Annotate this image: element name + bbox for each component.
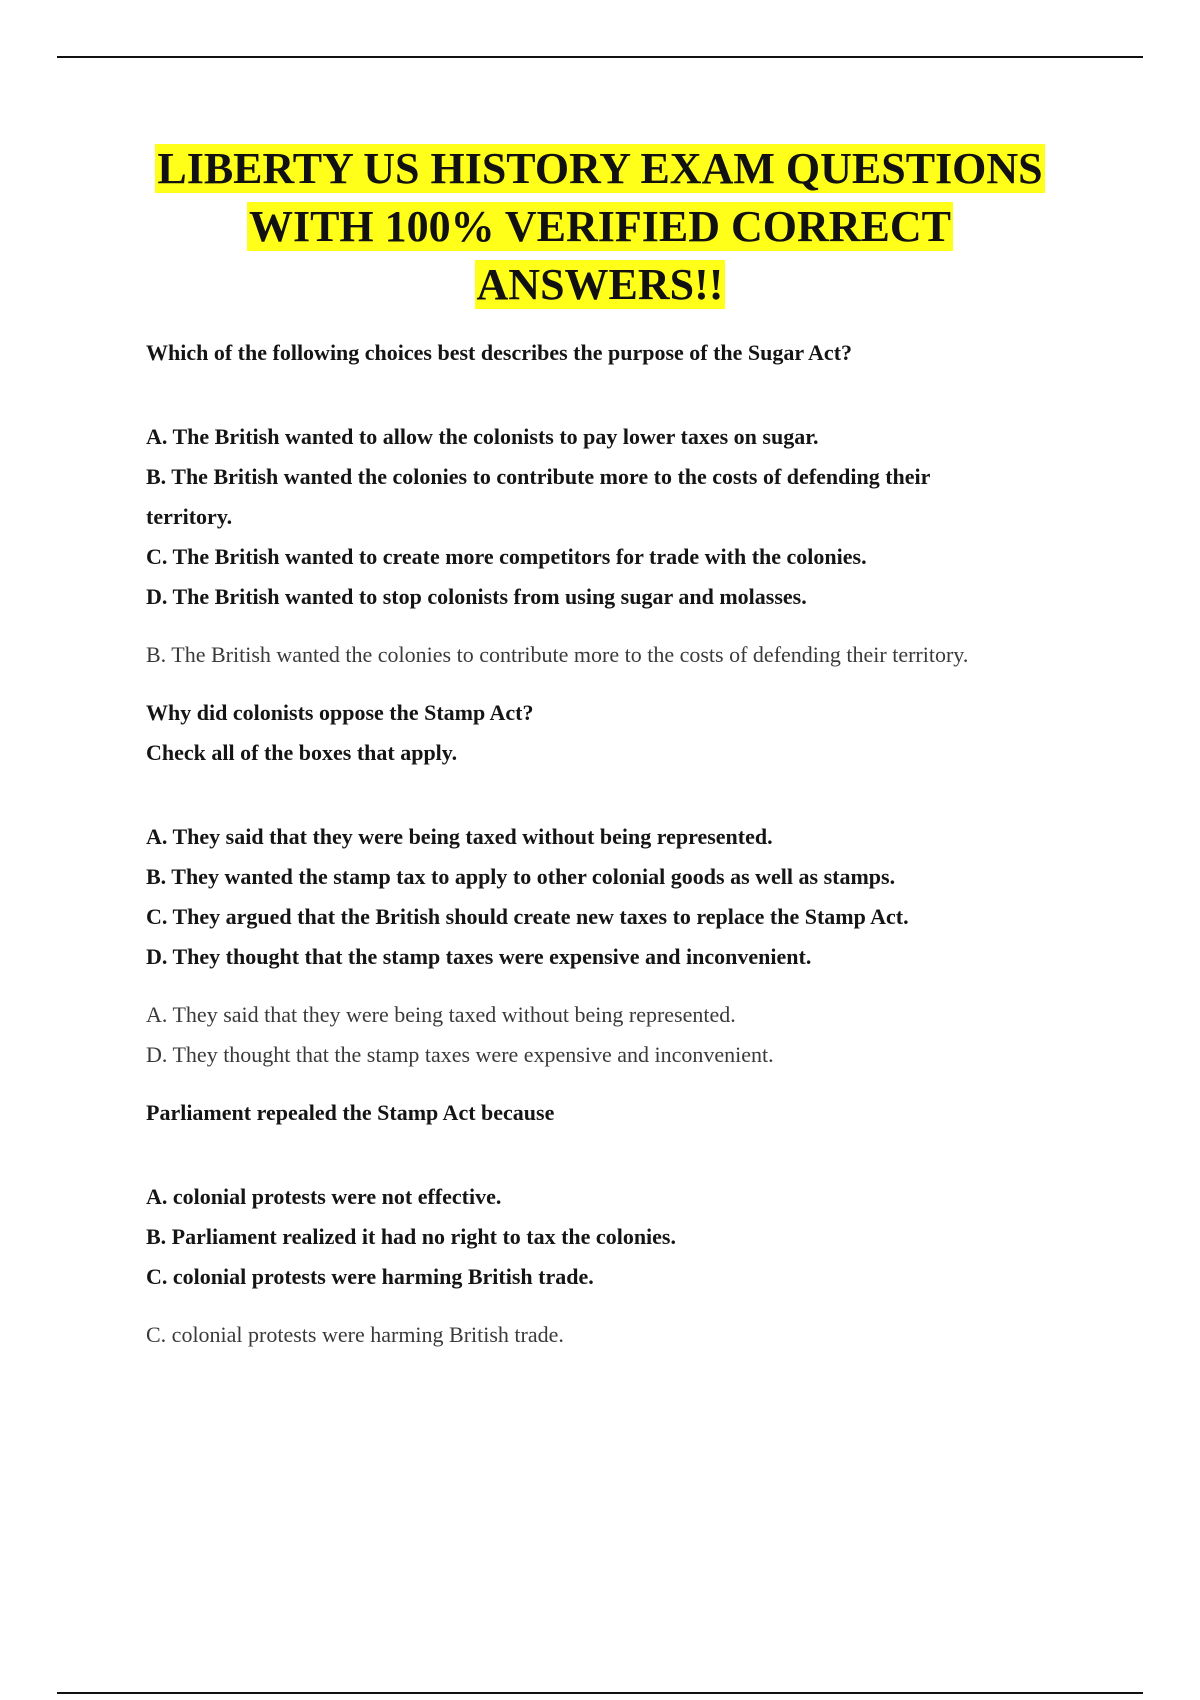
correct-answer: B. The British wanted the colonies to contribute more to the costs of defending their territory.	[146, 642, 969, 667]
title-line-3: ANSWERS!!	[476, 260, 724, 309]
title-line-2: WITH 100% VERIFIED CORRECT	[248, 202, 952, 251]
bottom-rule	[57, 1692, 1143, 1694]
answer-option: C. The British wanted to create more competitors for trade with the colonies.	[146, 544, 867, 569]
question-block-stamp-act-opposition	[146, 693, 1146, 1093]
top-rule	[57, 56, 1143, 58]
correct-answer: C. colonial protests were harming British trade.	[146, 1322, 564, 1347]
question-instruction: Check all of the boxes that apply.	[146, 740, 458, 765]
question-prompt: Parliament repealed the Stamp Act because	[146, 1100, 555, 1125]
answer-option: C. They argued that the British should create new taxes to replace the Stamp Act.	[146, 904, 909, 929]
question-block-stamp-act-repeal	[146, 1093, 1146, 1355]
correct-answer: D. They thought that the stamp taxes were expensive and inconvenient.	[146, 1042, 774, 1067]
answer-option: B. They wanted the stamp tax to apply to other colonial goods as well as stamps.	[146, 864, 896, 889]
question-prompt: Why did colonists oppose the Stamp Act?	[146, 700, 534, 725]
answer-option: A. They said that they were being taxed without being represented.	[146, 824, 773, 849]
answer-option-continued: territory.	[146, 504, 233, 529]
answer-option: A. The British wanted to allow the colonists to pay lower taxes on sugar.	[146, 424, 819, 449]
answer-option: D. The British wanted to stop colonists from using sugar and molasses.	[146, 584, 807, 609]
answer-option: B. The British wanted the colonies to contribute more to the costs of defending their	[146, 464, 931, 489]
answer-option: A. colonial protests were not effective.	[146, 1184, 502, 1209]
question-block-sugar-act	[146, 333, 1146, 693]
answer-option: C. colonial protests were harming British trade.	[146, 1264, 594, 1289]
answer-option: B. Parliament realized it had no right to tax the colonies.	[146, 1224, 676, 1249]
answer-option: D. They thought that the stamp taxes were expensive and inconvenient.	[146, 944, 812, 969]
document-title	[60, 140, 1140, 314]
question-list	[146, 333, 1146, 1355]
correct-answer: A. They said that they were being taxed without being represented.	[146, 1002, 736, 1027]
question-prompt: Which of the following choices best describes the purpose of the Sugar Act?	[146, 340, 853, 365]
title-line-1: LIBERTY US HISTORY EXAM QUESTIONS	[157, 144, 1043, 193]
